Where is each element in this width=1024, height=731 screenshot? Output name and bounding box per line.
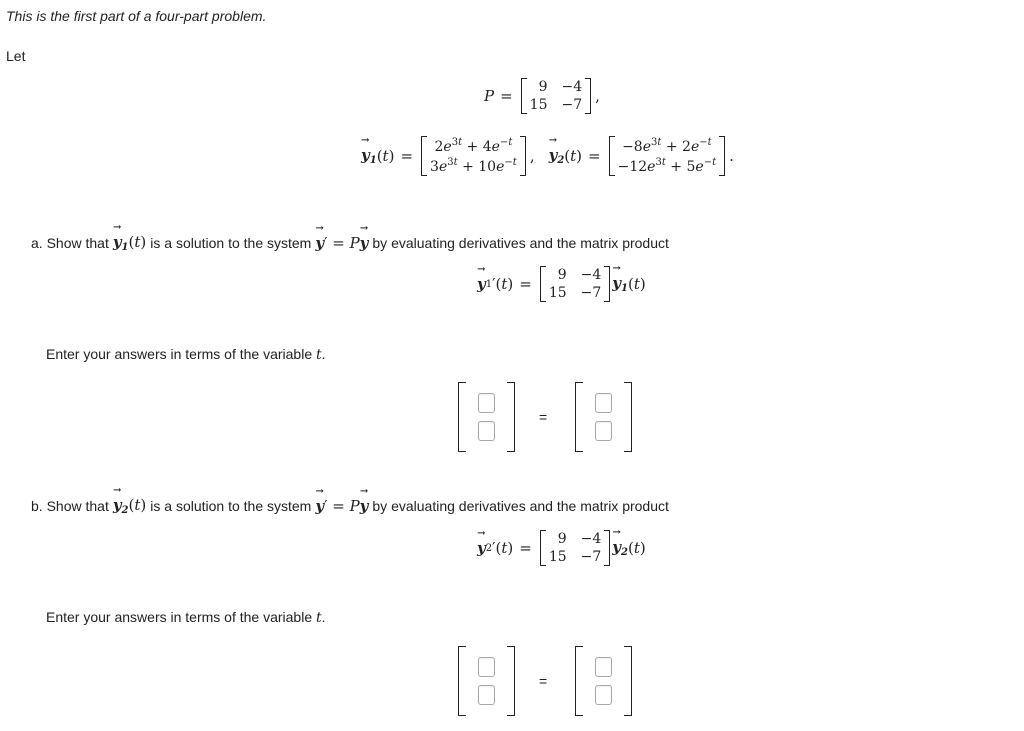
part-b-matrix-cell: −7 bbox=[580, 549, 602, 565]
part-b-answer-row bbox=[458, 646, 632, 716]
part-b-left-bracket bbox=[458, 646, 466, 716]
y1-entry-1: $2e^{3t} + 4e^{-t}$ bbox=[434, 137, 513, 155]
part-a-note-text: Enter your answers in terms of the variable bbox=[46, 346, 313, 362]
part-a-suffix: by evaluating derivatives and the matrix product bbox=[372, 235, 669, 251]
part-b-prefix: b. Show that bbox=[31, 498, 109, 514]
part-a-right-bracket-close bbox=[624, 382, 632, 452]
part-a-left-column bbox=[466, 393, 507, 441]
y2-entry-1: $-8e^{3t} + 2e^{-t}$ bbox=[622, 137, 712, 155]
matrix-p-definition: P = 9 −4 15 −7 , bbox=[484, 79, 600, 113]
matrix-p-cell: 15 bbox=[529, 97, 548, 113]
part-a-left-bottom-input[interactable] bbox=[478, 421, 495, 441]
part-b-matrix-cell: 9 bbox=[557, 531, 567, 547]
part-b-right-bracket bbox=[575, 646, 583, 716]
part-b-right-top-input[interactable] bbox=[595, 657, 612, 677]
part-b-note-text: Enter your answers in terms of the variable bbox=[46, 609, 313, 625]
part-a-matrix-cell: −4 bbox=[580, 267, 602, 283]
part-a-matrix-cell: 15 bbox=[548, 285, 567, 301]
part-a-equation: → y 1 ′ (t) = 9 −4 15 −7 → $y_1$ (t) bbox=[477, 266, 646, 302]
part-a-matrix-cell: 9 bbox=[557, 267, 567, 283]
part-a-right-column bbox=[583, 393, 624, 441]
y2-vector bbox=[609, 136, 726, 176]
part-a-left-bracket bbox=[458, 382, 466, 452]
part-a-note-var: t bbox=[316, 347, 322, 363]
part-a-right-top-input[interactable] bbox=[595, 393, 612, 413]
part-b-right-column bbox=[583, 657, 624, 705]
part-b-note: Enter your answers in terms of the variable t. bbox=[46, 609, 326, 626]
part-a-left-top-input[interactable] bbox=[478, 393, 495, 413]
part-a-prompt: a. Show that → $y_1(t)$ is a solution to the system → y′ = P→ y by evaluating derivatives and the matrix product bbox=[31, 233, 669, 253]
y1-symbol: → y bbox=[361, 146, 370, 164]
part-b-matrix-cell: −4 bbox=[580, 531, 602, 547]
matrix-p bbox=[521, 78, 591, 114]
matrix-p-cell: 9 bbox=[538, 79, 548, 95]
part-b-right-bottom-input[interactable] bbox=[595, 685, 612, 705]
part-b-matrix bbox=[540, 530, 610, 566]
part-b-equals-sign: = bbox=[539, 673, 548, 689]
y2-symbol: → y bbox=[549, 146, 558, 164]
problem-intro: This is the first part of a four-part problem. bbox=[6, 8, 267, 24]
part-b-left-top-input[interactable] bbox=[478, 657, 495, 677]
y1-subscript: 1 bbox=[369, 155, 377, 166]
part-b-equation: → y 2 ′ (t) = 9 −4 15 −7 → $y_2$ (t) bbox=[477, 530, 646, 566]
matrix-p-cell: −7 bbox=[561, 97, 583, 113]
part-a-equals-sign: = bbox=[539, 409, 548, 425]
part-a-right-bottom-input[interactable] bbox=[595, 421, 612, 441]
part-b-suffix: by evaluating derivatives and the matrix product bbox=[372, 498, 669, 514]
part-a-right-bracket bbox=[575, 382, 583, 452]
part-b-left-bottom-input[interactable] bbox=[478, 685, 495, 705]
part-a-matrix bbox=[540, 266, 610, 302]
part-b-prompt: b. Show that → $y_2(t)$ is a solution to the system → y′ = P→ y by evaluating derivatives and the matrix product bbox=[31, 496, 669, 516]
part-a-left-bracket-close bbox=[507, 382, 515, 452]
part-a-prefix: a. Show that bbox=[31, 235, 109, 251]
vector-definitions: → $y_1$ (t) = $2e^{3t} + 4e^{-t}$ $3e^{3t} + 10e^{-t}$ , → $y_2$ (t) = $-8e^{3t} + 2e^{-t}$ $-12e^{3t} + 5e^{-t}$ . bbox=[361, 136, 734, 176]
part-b-middle: is a solution to the system bbox=[150, 498, 312, 514]
y1-entry-2: $3e^{3t} + 10e^{-t}$ bbox=[430, 157, 517, 175]
part-b-matrix-cell: 15 bbox=[548, 549, 567, 565]
matrix-p-symbol: P bbox=[484, 87, 495, 105]
let-label: Let bbox=[6, 48, 26, 64]
part-b-left-column bbox=[466, 657, 507, 705]
part-b-right-bracket-close bbox=[624, 646, 632, 716]
y2-entry-2: $-12e^{3t} + 5e^{-t}$ bbox=[617, 157, 717, 175]
part-a-matrix-cell: −7 bbox=[580, 285, 602, 301]
matrix-p-cell: −4 bbox=[561, 79, 583, 95]
part-b-left-bracket-close bbox=[507, 646, 515, 716]
part-a-note: Enter your answers in terms of the variable t. bbox=[46, 346, 326, 363]
part-a-answer-row bbox=[458, 382, 632, 452]
part-b-note-var: t bbox=[316, 610, 322, 626]
y1-vector bbox=[421, 136, 526, 176]
part-a-middle: is a solution to the system bbox=[150, 235, 312, 251]
y2-subscript: 2 bbox=[557, 155, 565, 166]
